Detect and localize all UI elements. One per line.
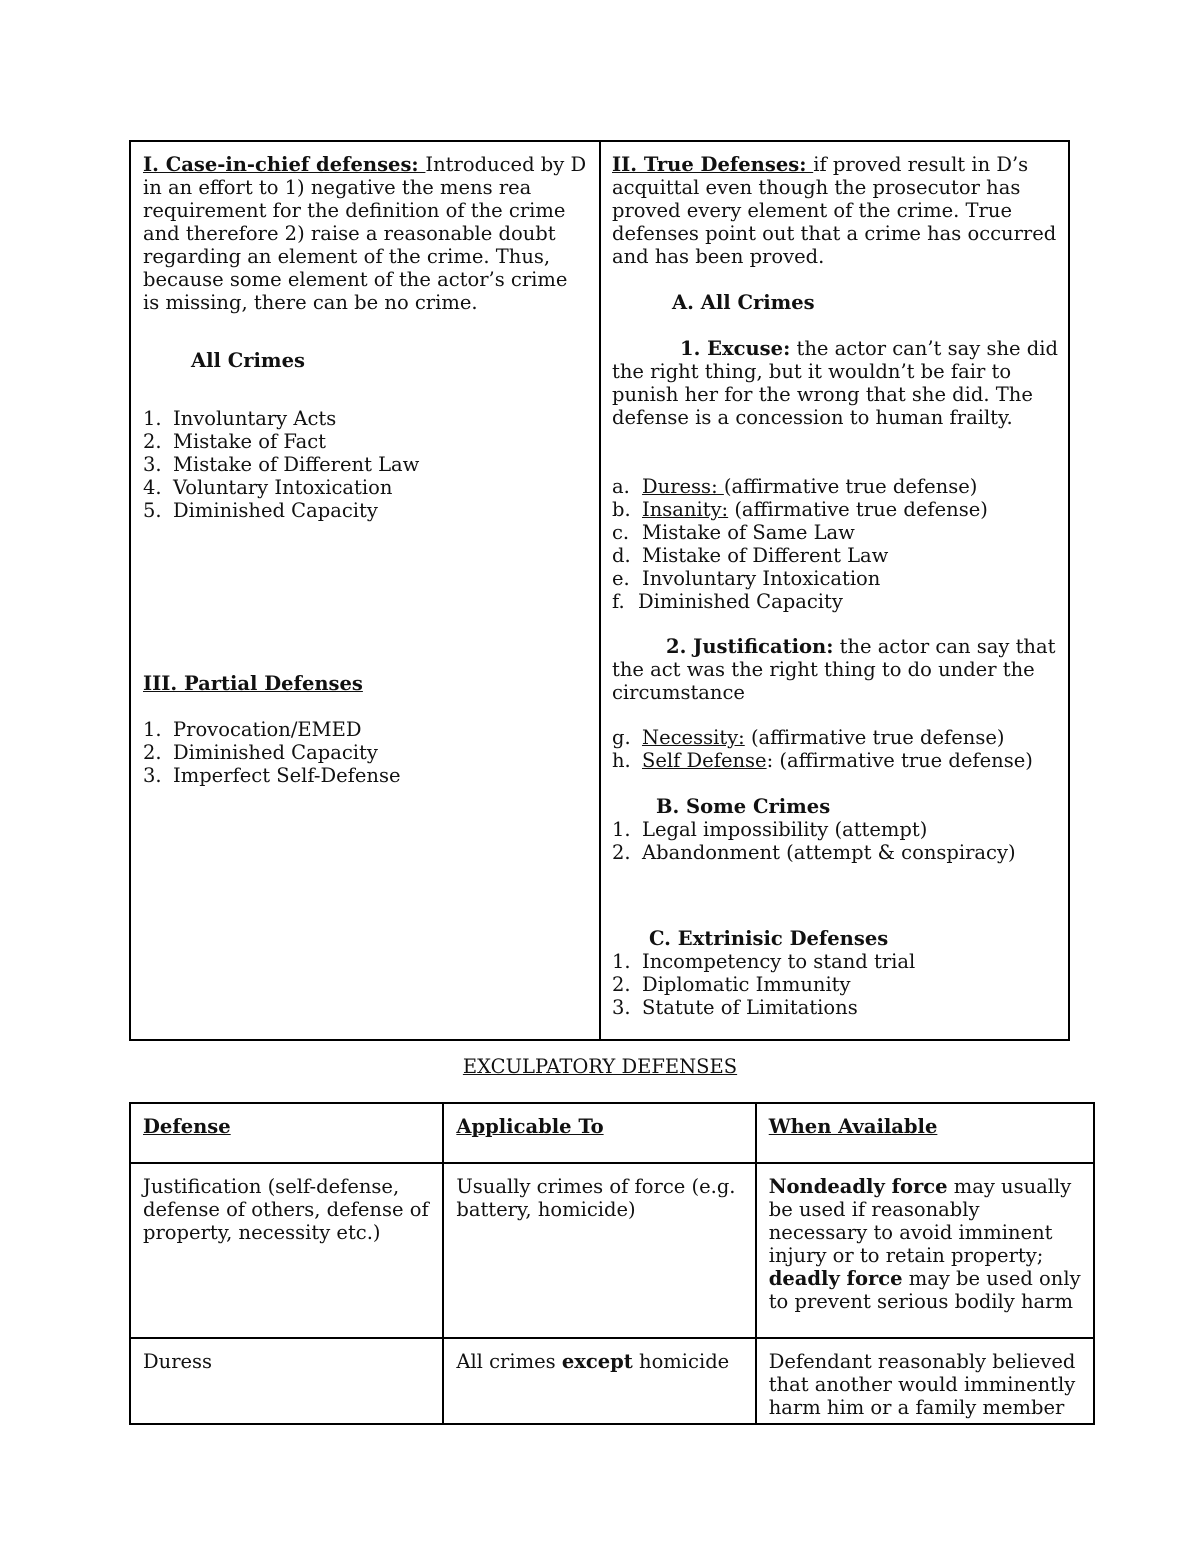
table-cell: Usually crimes of force (e.g. battery, homicide) <box>443 1163 755 1338</box>
table-row <box>130 1163 1094 1338</box>
list-item: 2. Mistake of Fact <box>143 430 326 453</box>
case-in-chief-text: Introduced by D in an effort to 1) negative the mens rea requirement for the definition of the crime and therefore 2) raise a reasonable doubt regarding an element of the crime. Thus, because some element of the actor’s crime is missing, there can be no crime. <box>143 153 587 314</box>
list-item: a. Duress: (affirmative true defense) <box>612 475 978 498</box>
section-title: EXCULPATORY DEFENSES <box>462 1055 738 1078</box>
some-crimes-list <box>612 818 1058 864</box>
excuse-list <box>612 475 1058 613</box>
case-in-chief-paragraph <box>143 153 587 314</box>
list-item: 1. Legal impossibility (attempt) <box>612 818 928 841</box>
table-cell: Justification (self-defense, defense of others, defense of property, necessity etc.) <box>130 1163 443 1338</box>
top-outline-table <box>129 140 1070 1041</box>
list-item: 1. Involuntary Acts <box>143 407 337 430</box>
list-item: 2. Diminished Capacity <box>143 741 378 764</box>
partial-defenses-list <box>143 718 587 787</box>
list-item: g. Necessity: (affirmative true defense) <box>612 726 1005 749</box>
excuse-text: the actor can’t say she did the right thing, but it wouldn’t be fair to punish her for the wrong that she did. The defense is a concession to human frailty. <box>612 337 1058 429</box>
all-crimes-a-heading: A. All Crimes <box>672 291 815 314</box>
extrinsic-defenses-list <box>612 950 1058 1019</box>
list-item: b. Insanity: (affirmative true defense) <box>612 498 988 521</box>
excuse-label: 1. Excuse: <box>680 337 791 360</box>
partial-defenses-heading: III. Partial Defenses <box>143 672 363 695</box>
list-item: 3. Statute of Limitations <box>612 996 858 1019</box>
table-header-row <box>130 1103 1094 1163</box>
list-item: 3. Imperfect Self-Defense <box>143 764 401 787</box>
all-crimes-heading: All Crimes <box>191 349 305 372</box>
true-defenses-heading: II. True Defenses: <box>612 153 814 176</box>
extrinsic-defenses-heading: C. Extrinisic Defenses <box>649 927 889 950</box>
true-defenses-text: if proved result in D’s acquittal even though the prosecutor has proved every element of the crime. True defenses point out that a crime has occurred and has been proved. <box>612 153 1057 268</box>
justification-paragraph <box>612 635 1058 704</box>
some-crimes-heading: B. Some Crimes <box>656 795 831 818</box>
header-cell: When Available <box>756 1103 1094 1163</box>
list-item: h. Self Defense: (affirmative true defense) <box>612 749 1033 772</box>
table-cell: All crimes except homicide <box>443 1338 755 1424</box>
list-item: 1. Provocation/EMED <box>143 718 362 741</box>
list-item: 1. Incompetency to stand trial <box>612 950 916 973</box>
list-item: 5. Diminished Capacity <box>143 499 378 522</box>
list-item: d. Mistake of Different Law <box>612 544 889 567</box>
justification-label: 2. Justification: <box>666 635 834 658</box>
list-item: 4. Voluntary Intoxication <box>143 476 393 499</box>
case-in-chief-heading: I. Case-in-chief defenses: <box>143 153 426 176</box>
all-crimes-list <box>143 407 587 522</box>
table-row <box>130 1338 1094 1424</box>
table-cell: Nondeadly force may usually be used if reasonably necessary to avoid imminent injury or to retain property; deadly force may be used only to prevent serious bodily harm <box>756 1163 1094 1338</box>
right-column <box>601 142 1068 1039</box>
header-cell: Defense <box>130 1103 443 1163</box>
exculpatory-defenses-table <box>129 1102 1095 1425</box>
list-item: 3. Mistake of Different Law <box>143 453 420 476</box>
table-cell: Defendant reasonably believed that another would imminently harm him or a family member <box>756 1338 1094 1424</box>
excuse-paragraph <box>612 337 1058 429</box>
list-item: 2. Abandonment (attempt & conspiracy) <box>612 841 1016 864</box>
list-item: e. Involuntary Intoxication <box>612 567 881 590</box>
list-item: 2. Diplomatic Immunity <box>612 973 851 996</box>
list-item: f. Diminished Capacity <box>612 590 843 613</box>
true-defenses-paragraph <box>612 153 1058 268</box>
left-column <box>131 142 601 1039</box>
justification-list <box>612 726 1058 772</box>
list-item: c. Mistake of Same Law <box>612 521 855 544</box>
justification-text: the actor can say that the act was the right thing to do under the circumstance <box>612 635 1056 704</box>
header-cell: Applicable To <box>443 1103 755 1163</box>
table-cell: Duress <box>130 1338 443 1424</box>
